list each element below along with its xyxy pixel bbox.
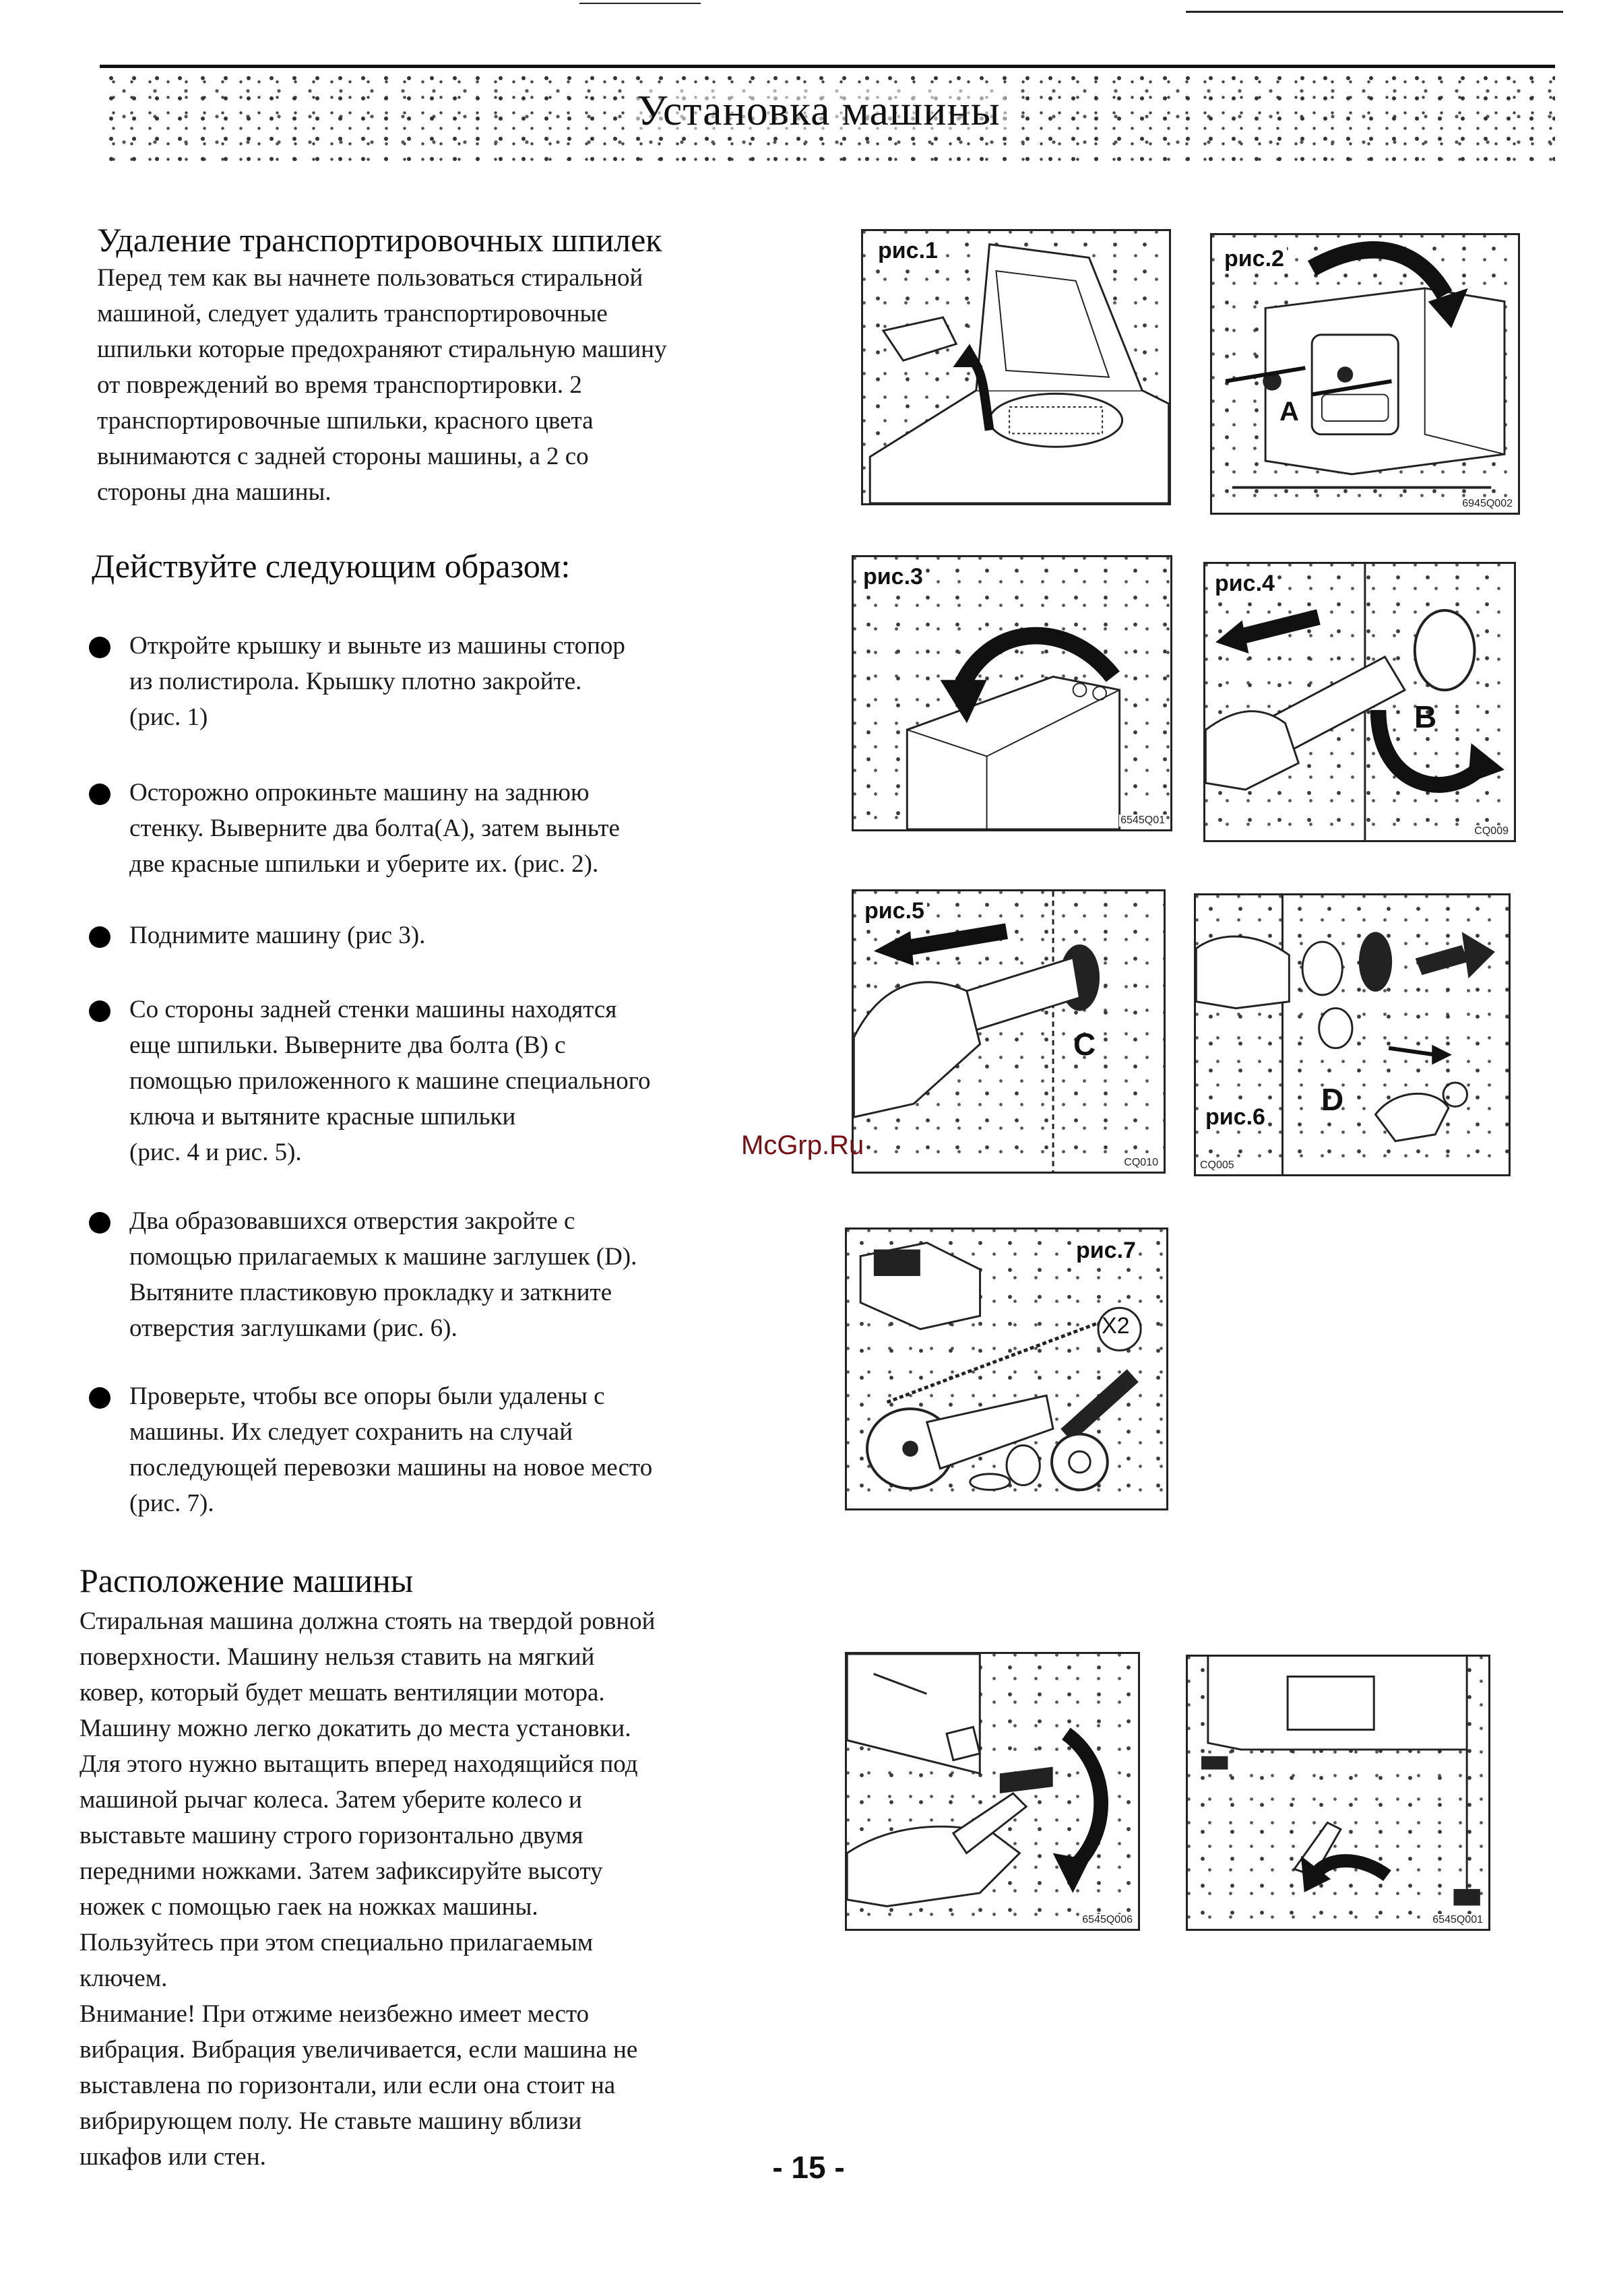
figure-label: рис.5: [862, 898, 927, 924]
bullet-icon: [89, 1387, 110, 1409]
figure-2-illustration: [1212, 235, 1518, 513]
text-line: машиной рычаг колеса. Затем уберите колесо и: [80, 1786, 582, 1814]
figure-4: [1203, 562, 1516, 842]
text-line: вибрирующем полу. Не ставьте машину вблизи: [80, 2107, 582, 2135]
text-line: отверстия заглушками (рис. 6).: [129, 1314, 457, 1342]
text-line: Стиральная машина должна стоять на твердой ровной: [80, 1607, 656, 1635]
figure-9-illustration: [1188, 1657, 1488, 1929]
text-line: Для этого нужно вытащить вперед находящийся под: [80, 1750, 638, 1778]
text-line: Внимание! При отжиме неизбежно имеет место: [80, 2000, 590, 2028]
text-line: транспортировочные шпильки, красного цвета: [97, 407, 594, 435]
figure-7: [845, 1227, 1168, 1510]
page-number: - 15 -: [772, 2150, 845, 2185]
text-line: Проверьте, чтобы все опоры были удалены с: [129, 1382, 605, 1410]
figure-code: CQ009: [1474, 825, 1509, 837]
figure-label: рис.1: [875, 238, 941, 264]
text-line: две красные шпильки и уберите их. (рис. 2).: [129, 850, 599, 878]
page-title: [586, 77, 1051, 144]
bullet-icon: [89, 1000, 110, 1022]
scan-line: [579, 3, 701, 4]
figure-label: рис.6: [1203, 1104, 1268, 1130]
text-line: ключа и вытяните красные шпильки: [129, 1103, 516, 1130]
text-line: машиной, следует удалить транспортировочные: [97, 300, 608, 327]
text-line: (рис. 7).: [129, 1490, 214, 1517]
text-line: (рис. 1): [129, 703, 208, 731]
text-line: шпильки которые предохраняют стиральную машину: [97, 336, 667, 363]
text-line: Со стороны задней стенки машины находятся: [129, 996, 617, 1023]
figure-4-illustration: [1205, 564, 1514, 840]
figure-code: CQ005: [1200, 1159, 1234, 1171]
text-line: Пользуйтесь при этом специально прилагаемым: [80, 1929, 594, 1956]
text-line: стенку. Выверните два болта(А), затем выньте: [129, 815, 620, 842]
figure-code: 6945Q002: [1462, 498, 1513, 509]
figure-7-illustration: [847, 1230, 1166, 1508]
bullet-item: [89, 775, 776, 882]
figure-8-illustration: [847, 1654, 1138, 1929]
text-line: последующей перевозки машины на новое место: [129, 1454, 653, 1481]
figure-2: [1210, 233, 1520, 515]
figure-6: [1194, 893, 1511, 1176]
bullet-item: [89, 1203, 776, 1346]
text-line: ножек с помощью гаек на ножках машины.: [80, 1893, 538, 1921]
text-line: шкафов или стен.: [80, 2143, 266, 2171]
text-line: еще шпильки. Выверните два болта (В) с: [129, 1031, 566, 1059]
part-label-x2: X2: [1102, 1313, 1130, 1339]
text-line: вынимаются с задней стороны машины, а 2 со: [97, 443, 589, 470]
figure-label: рис.2: [1222, 246, 1287, 272]
text-line: Вытяните пластиковую прокладку и заткните: [129, 1279, 612, 1306]
text-line: поверхности. Машину нельзя ставить на мягкий: [80, 1643, 595, 1671]
text-line: от повреждений во время транспортировки. 2: [97, 371, 582, 399]
text-line: помощью приложенного к машине специального: [129, 1067, 651, 1095]
text-line: вибрация. Вибрация увеличивается, если машина не: [80, 2036, 638, 2064]
figure-1: [861, 229, 1171, 505]
bullet-icon: [89, 1212, 110, 1234]
bullet-item: [89, 992, 776, 1170]
page-title-text: Установка машины: [631, 86, 1005, 135]
figure-code: 6545Q006: [1082, 1914, 1133, 1925]
figure-9: [1186, 1655, 1490, 1931]
bullet-item: [89, 628, 776, 735]
section-heading-placement: Расположение машины: [80, 1562, 414, 1599]
text-line: стороны дна машины.: [97, 478, 331, 506]
text-line: Перед тем как вы начнете пользоваться стиральной: [97, 264, 643, 292]
figure-8: [845, 1652, 1140, 1931]
scan-line: [1186, 11, 1563, 13]
text-line: из полистирола. Крышку плотно закройте.: [129, 668, 582, 695]
text-line: (рис. 4 и рис. 5).: [129, 1139, 302, 1166]
figure-label: рис.7: [1073, 1238, 1139, 1264]
text-line: помощью прилагаемых к машине заглушек (D).: [129, 1243, 637, 1271]
bullet-icon: [89, 784, 110, 805]
figure-3: [852, 555, 1172, 831]
figure-5-illustration: [854, 891, 1164, 1172]
text-line: ключем.: [80, 1965, 168, 1992]
text-line: выставьте машину строго горизонтально двумя: [80, 1822, 583, 1849]
figure-code: 6545Q01: [1120, 815, 1165, 826]
part-label-a: A: [1279, 397, 1299, 426]
figure-label: рис.4: [1212, 571, 1277, 597]
text-line: машины. Их следует сохранить на случай: [129, 1418, 573, 1446]
figure-1-illustration: [863, 231, 1169, 503]
text-line: Машину можно легко докатить до места установки.: [80, 1715, 631, 1742]
watermark: McGrp.Ru: [741, 1130, 864, 1160]
text-line: ковер, который будет мешать вентиляции мотора.: [80, 1679, 605, 1707]
text-line: выставлена по горизонтали, или если она стоит на: [80, 2072, 616, 2099]
section-heading-steps: Действуйте следующим образом:: [92, 547, 571, 585]
bullet-item: [89, 918, 776, 953]
text-line: Осторожно опрокиньте машину на заднюю: [129, 779, 590, 806]
text-line: Откройте крышку и выньте из машины стопор: [129, 632, 625, 660]
figure-label: рис.3: [860, 564, 926, 590]
figure-code: CQ010: [1124, 1157, 1158, 1168]
bullet-icon: [89, 926, 110, 948]
figure-code: 6545Q001: [1432, 1914, 1483, 1925]
text-line: Два образовавшихся отверстия закройте с: [129, 1207, 575, 1235]
figure-6-illustration: [1196, 895, 1509, 1174]
bullet-icon: [89, 637, 110, 658]
text-line: передними ножками. Затем зафиксируйте высоту: [80, 1857, 603, 1885]
part-label-c: C: [1073, 1027, 1096, 1062]
part-label-d: D: [1321, 1082, 1344, 1117]
bullet-item: [89, 1378, 776, 1521]
text-line: Поднимите машину (рис 3).: [129, 922, 426, 949]
section-transport-intro: [97, 260, 811, 510]
figure-5: [852, 889, 1166, 1174]
section-placement-text: [80, 1603, 807, 2175]
figure-3-illustration: [854, 557, 1170, 829]
section-heading-transport-bolts: Удаление транспортировочных шпилек: [97, 221, 662, 259]
part-label-b: B: [1414, 699, 1437, 734]
